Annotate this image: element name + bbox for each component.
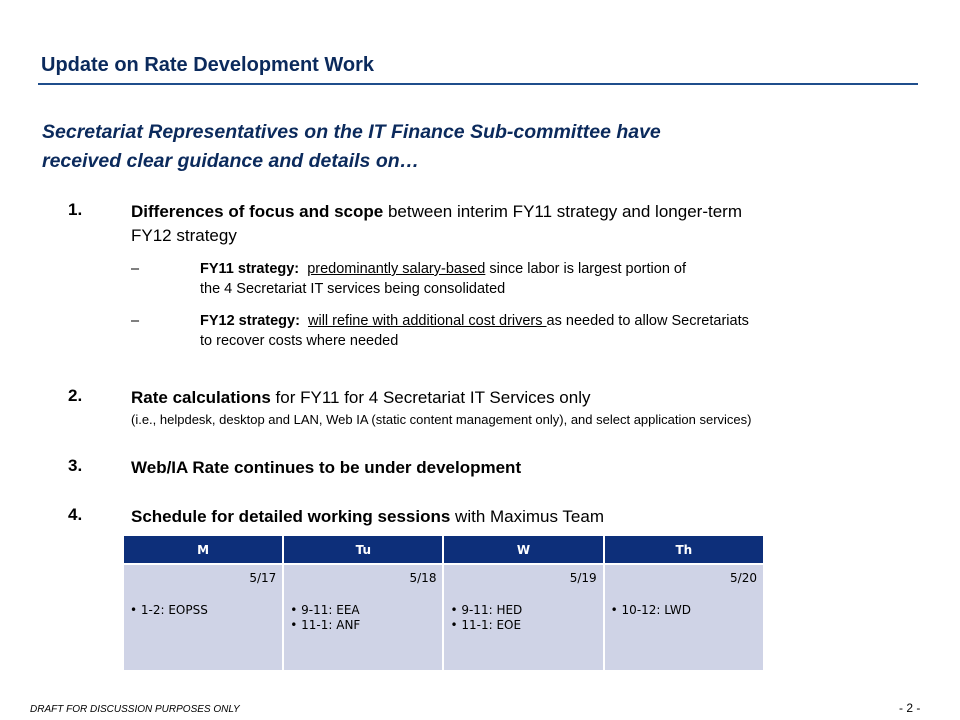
cell-date: 5/20 bbox=[730, 571, 757, 585]
item-line-2: FY12 strategy bbox=[131, 226, 237, 245]
sub-label: FY12 strategy: bbox=[200, 313, 300, 329]
column-header-w: W bbox=[443, 536, 603, 564]
session-entry: • 11-1: ANF bbox=[290, 618, 361, 632]
session-entry: • 11-1: EOE bbox=[450, 618, 522, 632]
session-entry: • 9-11: EEA bbox=[290, 603, 360, 617]
sub-underlined-text: will refine with additional cost drivers bbox=[308, 313, 547, 329]
item-bold-text: Schedule for detailed working sessions bbox=[131, 507, 451, 526]
sub-line-2: the 4 Secretariat IT services being consolidated bbox=[200, 281, 506, 297]
table-cell-monday bbox=[124, 564, 283, 670]
item-number: 1. bbox=[68, 200, 83, 219]
session-entry: • 9-11: HED bbox=[450, 603, 523, 617]
title-divider bbox=[38, 83, 918, 85]
sub-label: FY11 strategy: bbox=[200, 261, 300, 277]
item-text bbox=[131, 200, 921, 248]
item-number: 4. bbox=[68, 505, 83, 524]
table-cell-tuesday bbox=[283, 564, 443, 670]
cell-date: 5/18 bbox=[409, 571, 437, 585]
sub-rest-text: as needed to allow Secretariats bbox=[546, 313, 749, 329]
item-rest-text: between interim FY11 strategy and longer-term bbox=[383, 202, 742, 221]
cell-date: 5/17 bbox=[249, 571, 277, 585]
column-header-m: M bbox=[124, 536, 283, 564]
draft-footer: DRAFT FOR DISCUSSION PURPOSES ONLY bbox=[30, 704, 240, 715]
item-text bbox=[131, 505, 921, 529]
page-title: Update on Rate Development Work bbox=[41, 54, 375, 76]
item-number: 3. bbox=[68, 456, 83, 475]
item-rest-text: with Maximus Team bbox=[450, 507, 604, 526]
item-number: 2. bbox=[68, 386, 83, 405]
session-entry: • 10-12: LWD bbox=[610, 603, 691, 617]
sub-item-text bbox=[200, 311, 920, 351]
item-note: (i.e., helpdesk, desktop and LAN, Web IA (static content management only), and select application services) bbox=[131, 412, 752, 427]
column-header-th: Th bbox=[604, 536, 763, 564]
lead-statement bbox=[42, 118, 922, 176]
sub-item-text bbox=[200, 259, 920, 299]
sub-rest-text: since labor is largest portion of bbox=[485, 261, 687, 277]
cell-date: 5/19 bbox=[569, 571, 597, 585]
table-cell-wednesday bbox=[443, 564, 603, 670]
table-header-row bbox=[124, 536, 763, 564]
sub-line-2: to recover costs where needed bbox=[200, 333, 399, 349]
item-text bbox=[131, 386, 921, 429]
page-number: - 2 - bbox=[899, 701, 921, 715]
schedule-table bbox=[124, 536, 763, 670]
dash-marker: – bbox=[131, 261, 140, 277]
item-bold-text: Web/IA Rate continues to be under development bbox=[131, 458, 522, 477]
sub-underlined-text: predominantly salary-based bbox=[307, 261, 486, 277]
item-rest-text: for FY11 for 4 Secretariat IT Services only bbox=[270, 388, 591, 407]
table-cell-thursday bbox=[604, 564, 763, 670]
table-row bbox=[124, 564, 763, 670]
session-entry: • 1-2: EOPSS bbox=[130, 603, 208, 617]
item-text bbox=[131, 456, 921, 480]
dash-marker: – bbox=[131, 313, 140, 329]
item-bold-text: Rate calculations bbox=[131, 388, 271, 407]
column-header-tu: Tu bbox=[283, 536, 443, 564]
lead-line-1: Secretariat Representatives on the IT Finance Sub-committee have bbox=[42, 121, 661, 143]
lead-line-2: received clear guidance and details on… bbox=[42, 150, 420, 172]
item-bold-text: Differences of focus and scope bbox=[131, 202, 384, 221]
